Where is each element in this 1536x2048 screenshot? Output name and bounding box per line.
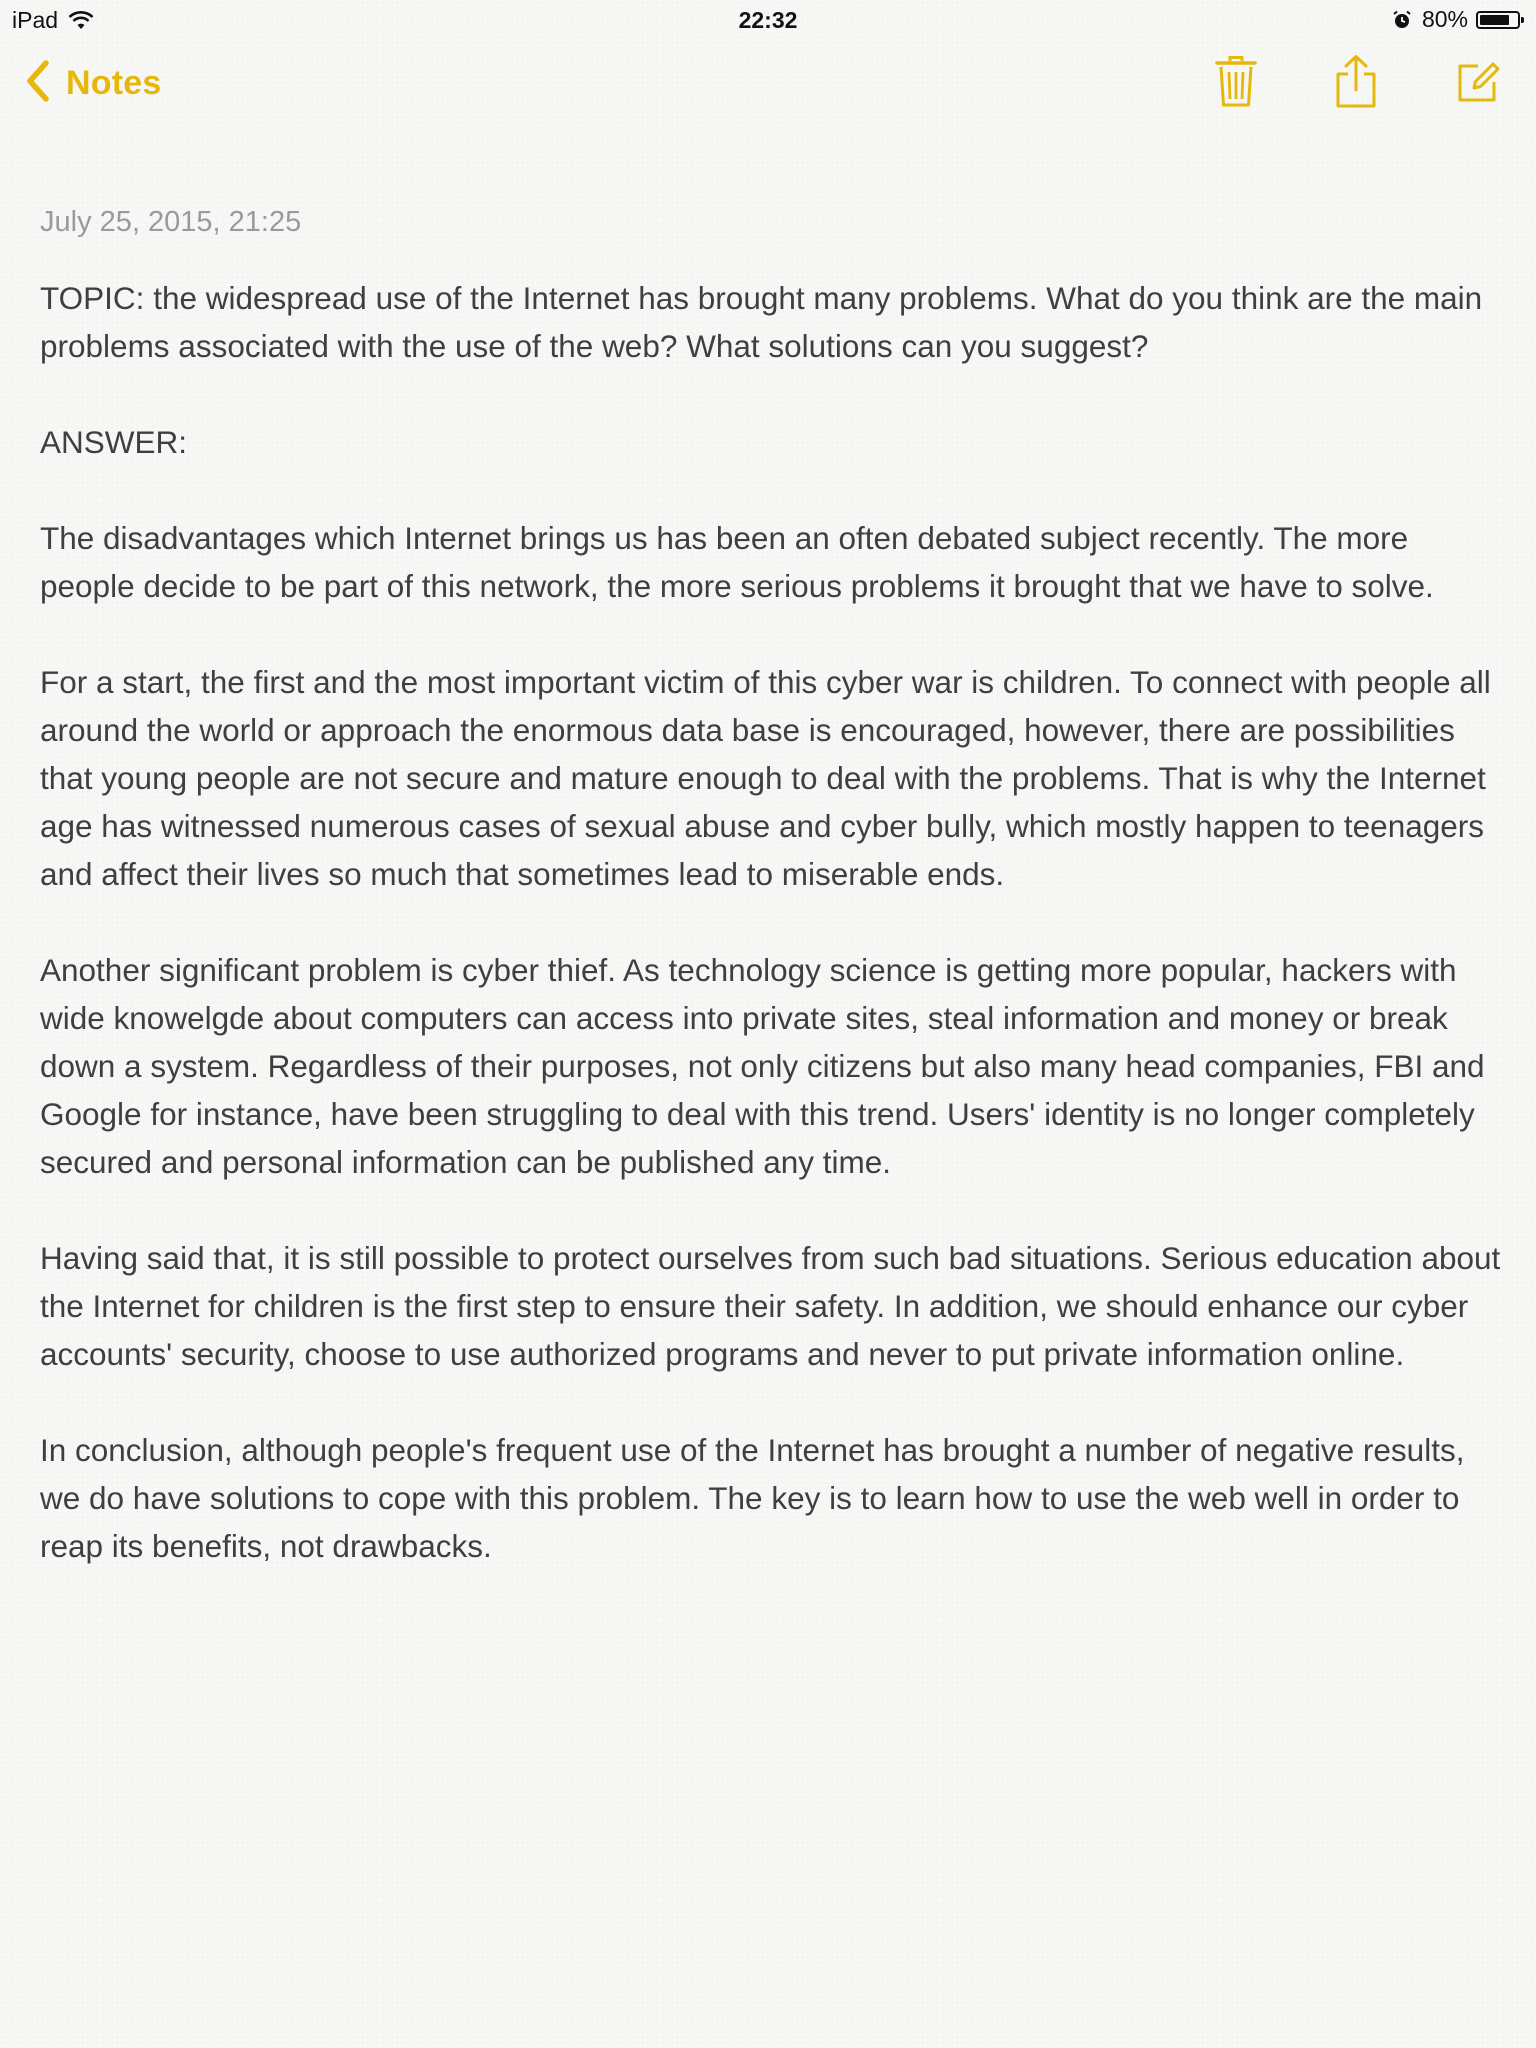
nav-bar <box>0 40 1536 128</box>
battery-fill <box>1480 15 1509 25</box>
share-button[interactable] <box>1328 54 1384 114</box>
note-paragraph-children: For a start, the first and the most important victim of this cyber war is children. To connect with people all around the world or approach the enormous data base is encouraged, however, there are possibilities that young people are not secure and mature enough to deal with the problems. That is why the Internet age has witnessed numerous cases of sexual abuse and cyber bully, which mostly happen to teenagers and affect their lives so much that sometimes lead to miserable ends. <box>40 664 1491 892</box>
note-paragraph-intro: The disadvantages which Internet brings us has been an often debated subject recently. The more people decide to be part of this network, the more serious problems it brought that we have to solve. <box>40 520 1434 604</box>
delete-note-button[interactable] <box>1208 54 1264 114</box>
note-paragraph-solutions: Having said that, it is still possible to protect ourselves from such bad situations. Serious education about the Internet for children is the first step to ensure their safety. In addition, we should enhance our cyber accounts' security, choose to use authorized programs and never to put private information online. <box>40 1240 1501 1372</box>
note-body[interactable] <box>40 274 1510 1618</box>
note-paragraph-cyber-thief: Another significant problem is cyber thief. As technology science is getting more popular, hackers with wide knowelgde about computers can access into private sites, steal information and money or break down a system. Regardless of their purposes, not only citizens but also many head companies, FBI and Google for instance, have been struggling to deal with this trend. Users' identity is no longer completely secured and personal information can be published any time. <box>40 952 1485 1180</box>
device-label: iPad <box>12 7 59 33</box>
battery-percent: 80% <box>1421 6 1468 32</box>
status-time: 22:32 <box>738 7 798 33</box>
chevron-left-icon <box>26 60 50 107</box>
share-icon <box>1334 54 1378 115</box>
status-bar <box>0 0 1536 40</box>
back-to-notes-button[interactable] <box>26 60 161 107</box>
alarm-clock-icon <box>1392 10 1412 30</box>
back-label: Notes <box>66 64 162 102</box>
compose-icon <box>1456 60 1500 109</box>
note-topic: TOPIC: the widespread use of the Internet has brought many problems. What do you think are the main problems associated with the use of the web? What solutions can you suggest? <box>40 280 1483 364</box>
status-right <box>1392 6 1520 33</box>
compose-note-button[interactable] <box>1450 54 1506 114</box>
note-paragraph-conclusion: In conclusion, although people's frequent use of the Internet has brought a number of negative results, we do have solutions to cope with this problem. The key is to learn how to use the web well in order to reap its benefits, not drawbacks. <box>40 1432 1465 1564</box>
battery-icon <box>1476 11 1520 29</box>
note-date: July 25, 2015, 21:25 <box>40 206 302 238</box>
trash-icon <box>1214 55 1258 114</box>
note-answer-heading: ANSWER: <box>40 424 188 460</box>
